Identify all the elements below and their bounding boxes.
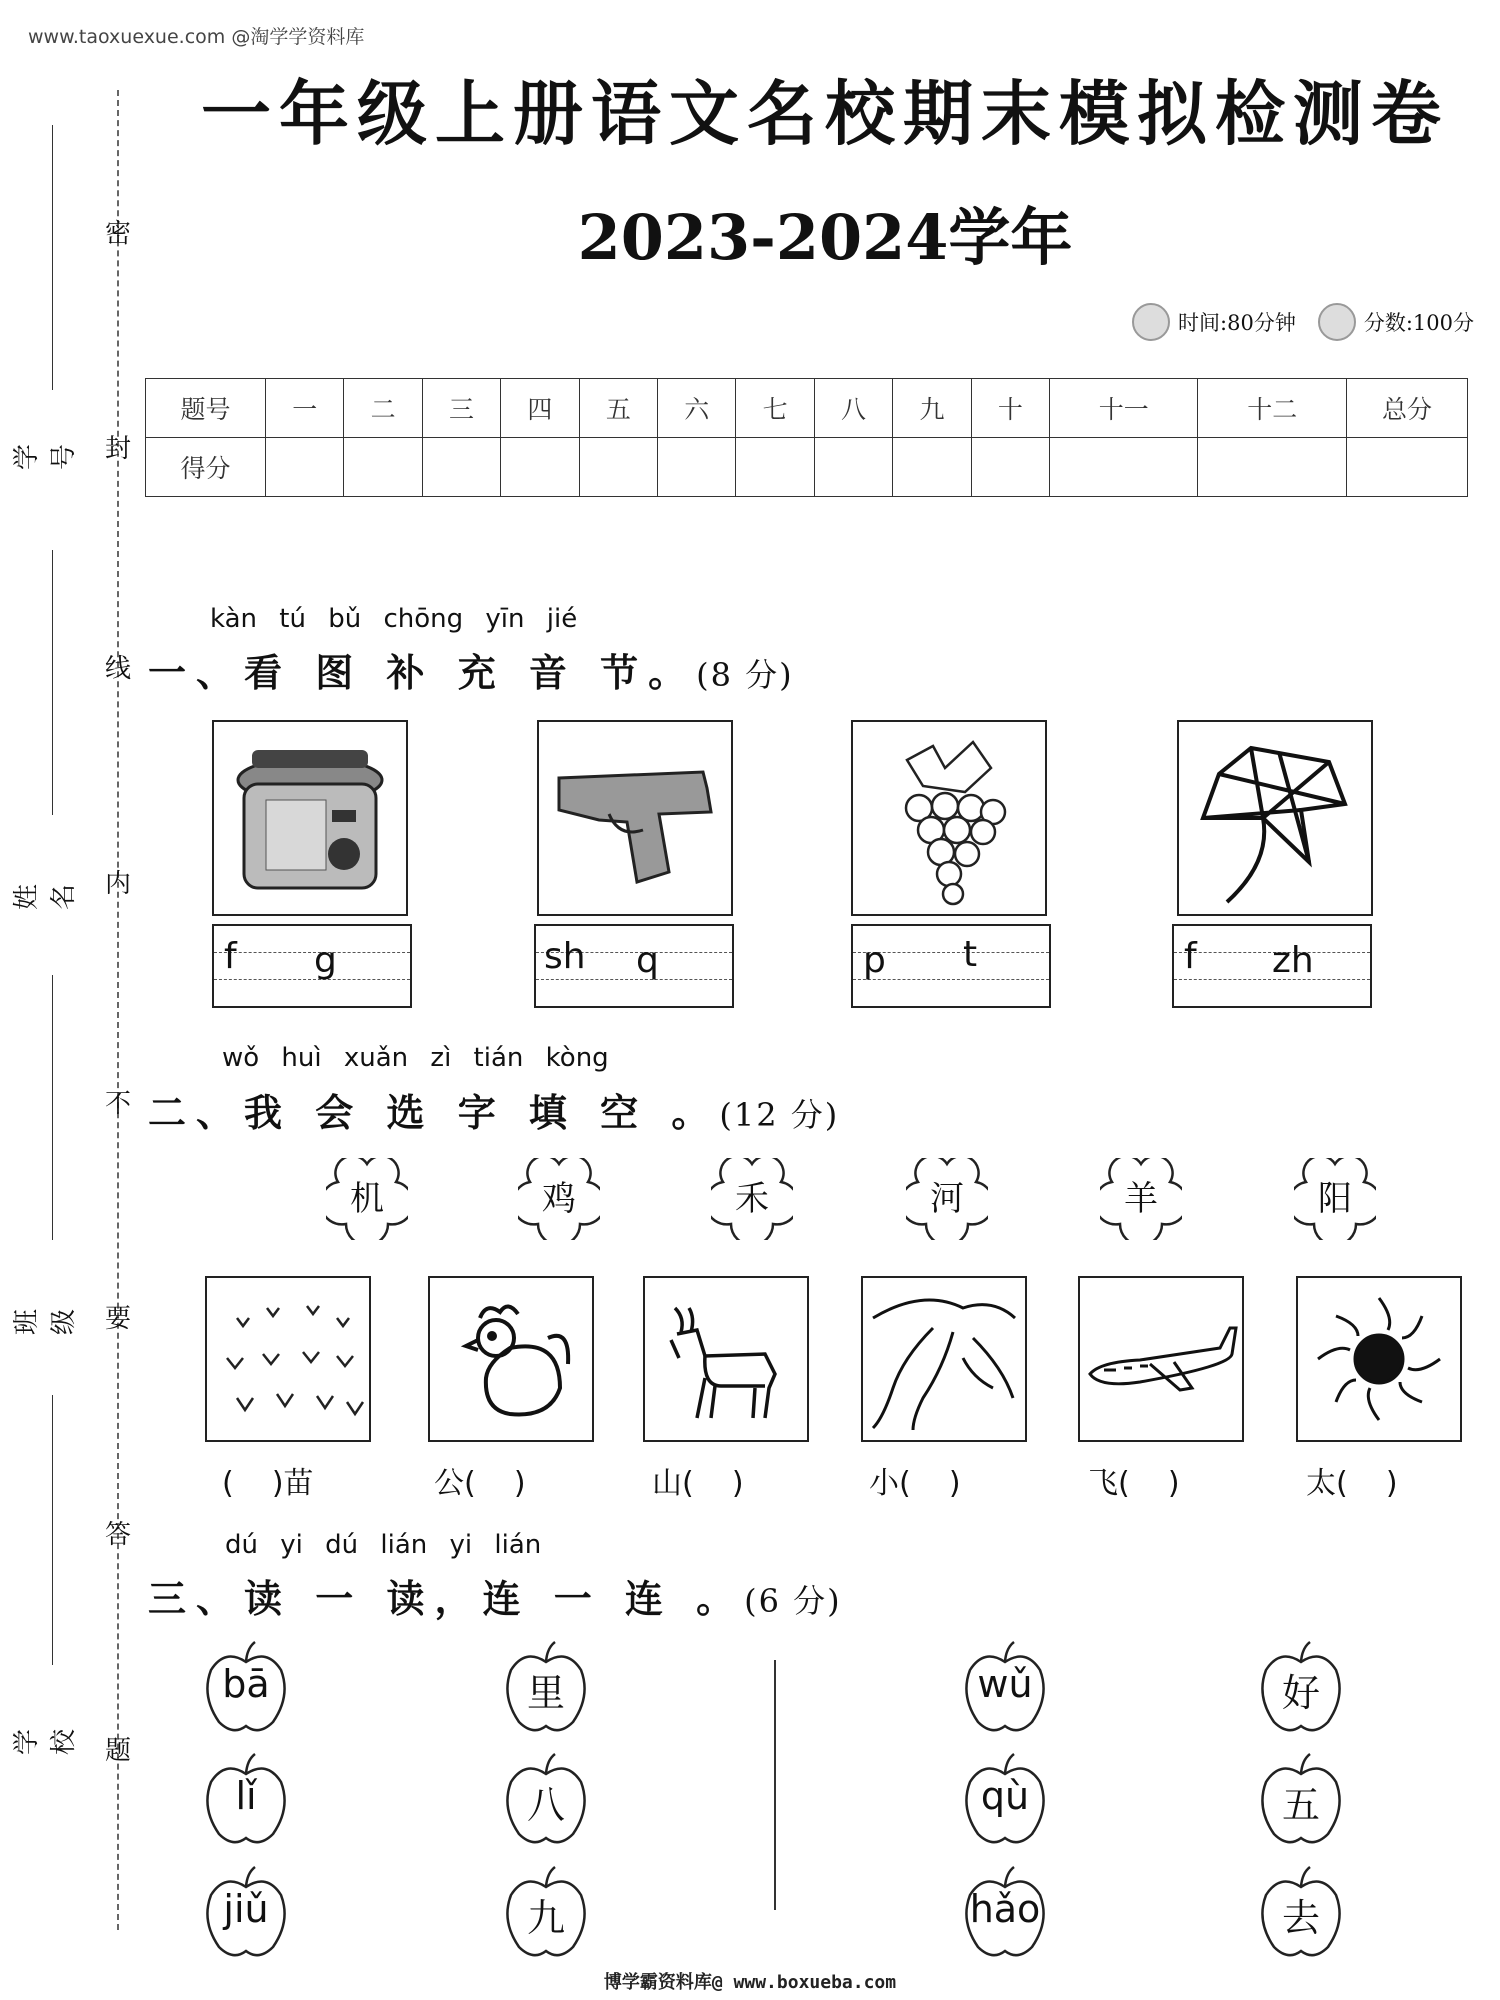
apple-char: 八 xyxy=(526,1783,565,1827)
table-cell: 一 xyxy=(266,379,344,438)
pinyin-fill-box[interactable] xyxy=(851,924,1051,1008)
apple-char: 五 xyxy=(1281,1783,1320,1827)
apple-pinyin-card[interactable] xyxy=(962,1865,1048,1961)
apple-char: 里 xyxy=(526,1671,565,1715)
fill-blank[interactable]: 山( ) xyxy=(652,1466,744,1501)
seal-char: 密 xyxy=(104,219,131,249)
section3-pinyin: dú yi dú lián yi lián xyxy=(225,1530,542,1560)
clock-icon xyxy=(1132,303,1170,341)
seal-char: 线 xyxy=(104,654,131,684)
pinyin-final: g xyxy=(314,940,337,981)
apple-pinyin: lǐ xyxy=(235,1774,257,1818)
table-cell: 十二 xyxy=(1198,379,1347,438)
score-input-cell[interactable] xyxy=(736,438,814,497)
pinyin-fill-box[interactable] xyxy=(212,924,412,1008)
pinyin-final: t xyxy=(963,934,978,975)
score-input-cell[interactable] xyxy=(893,438,971,497)
apple-pinyin-card[interactable] xyxy=(203,1865,289,1961)
side-write-line xyxy=(52,1395,53,1665)
flower-char-card[interactable] xyxy=(518,1158,600,1240)
apple-pinyin-card[interactable] xyxy=(203,1752,289,1848)
kite-image xyxy=(1177,720,1373,916)
page-title: 一年级上册语文名校期末模拟检测卷 xyxy=(201,73,1449,155)
time-limit: 时间:80分钟 xyxy=(1178,311,1296,335)
school-year: 2023-2024学年 xyxy=(577,201,1073,274)
table-row xyxy=(146,379,1468,438)
apple-pinyin: hǎo xyxy=(969,1887,1041,1931)
table-cell: 六 xyxy=(658,379,736,438)
flower-char: 阳 xyxy=(1318,1179,1352,1219)
flower-char-card[interactable] xyxy=(326,1158,408,1240)
pinyin-initial: f xyxy=(1184,936,1197,977)
seal-char: 不 xyxy=(104,1089,131,1119)
section1-pinyin: kàn tú bǔ chōng yīn jié xyxy=(210,604,578,634)
flower-char: 河 xyxy=(930,1179,964,1219)
score-input-cell[interactable] xyxy=(658,438,736,497)
apple-char: 九 xyxy=(526,1896,565,1940)
apple-char-card[interactable] xyxy=(503,1752,589,1848)
table-cell: 七 xyxy=(736,379,814,438)
section1-title xyxy=(148,642,794,697)
exam-meta xyxy=(1132,303,1474,341)
apple-pinyin-card[interactable] xyxy=(962,1640,1048,1736)
flower-char: 机 xyxy=(350,1179,384,1219)
side-write-line xyxy=(52,125,53,390)
fill-blank[interactable]: 小( ) xyxy=(869,1466,961,1501)
apple-pinyin: qù xyxy=(980,1774,1030,1818)
score-input-cell[interactable] xyxy=(1347,438,1468,497)
fill-blank[interactable]: 太( ) xyxy=(1306,1466,1398,1501)
seal-char: 题 xyxy=(104,1736,131,1766)
apple-char: 好 xyxy=(1281,1671,1320,1715)
pinyin-fill-box[interactable] xyxy=(534,924,734,1008)
table-cell: 三 xyxy=(422,379,500,438)
side-label-class: 班级 xyxy=(12,1309,79,1336)
section2-title-text: 二、我 会 选 字 填 空 。 xyxy=(148,1091,720,1135)
apple-pinyin: bā xyxy=(222,1662,270,1706)
watermark: www.taoxuexue.com @淘学学资料库 xyxy=(28,26,365,48)
fill-blank[interactable]: 飞( ) xyxy=(1088,1466,1180,1501)
apple-pinyin-card[interactable] xyxy=(203,1640,289,1736)
apple-pinyin: wǔ xyxy=(977,1662,1033,1706)
seal-char: 答 xyxy=(104,1520,131,1550)
section1-score: (8 分) xyxy=(696,656,794,694)
apple-char: 去 xyxy=(1281,1896,1320,1940)
flower-char-card[interactable] xyxy=(1294,1158,1376,1240)
table-cell: 九 xyxy=(893,379,971,438)
section3-score: (6 分) xyxy=(744,1582,842,1620)
footer-text: 博学霸资料库@ www.boxueba.com xyxy=(603,1972,897,1993)
flower-char-card[interactable] xyxy=(906,1158,988,1240)
pinyin-initial: p xyxy=(863,940,886,981)
table-cell: 五 xyxy=(579,379,657,438)
apple-pinyin-card[interactable] xyxy=(962,1752,1048,1848)
river-image xyxy=(861,1276,1027,1442)
side-write-line xyxy=(52,975,53,1240)
apple-char-card[interactable] xyxy=(503,1865,589,1961)
table-cell: 四 xyxy=(501,379,579,438)
score-input-cell[interactable] xyxy=(266,438,344,497)
apple-char-card[interactable] xyxy=(503,1640,589,1736)
side-label-name: 姓名 xyxy=(12,884,79,911)
section2-pinyin: wǒ huì xuǎn zì tián kòng xyxy=(222,1043,609,1073)
side-label-student-id: 学号 xyxy=(12,444,79,471)
seal-char: 内 xyxy=(104,869,131,899)
table-cell: 题号 xyxy=(146,379,266,438)
side-label-school: 学校 xyxy=(12,1729,79,1756)
pinyin-final: q xyxy=(636,940,659,981)
flower-char: 羊 xyxy=(1124,1179,1158,1219)
section2-title xyxy=(148,1082,839,1137)
score-input-cell[interactable] xyxy=(344,438,422,497)
flower-char: 禾 xyxy=(735,1179,769,1219)
pinyin-fill-box[interactable] xyxy=(1172,924,1372,1008)
table-row xyxy=(146,438,1468,497)
section3-title-text: 三、读 一 读，连 一 连 。 xyxy=(148,1577,745,1621)
score-input-cell[interactable] xyxy=(971,438,1049,497)
pinyin-final: zh xyxy=(1272,940,1314,981)
pinyin-initial: sh xyxy=(544,936,586,977)
score-input-cell[interactable] xyxy=(501,438,579,497)
binding-dashed-line xyxy=(117,90,119,1930)
apple-pinyin: jiǔ xyxy=(223,1887,269,1931)
pressure-cooker-image xyxy=(212,720,408,916)
apple-char-card[interactable] xyxy=(1258,1752,1344,1848)
column-divider xyxy=(774,1660,776,1910)
fill-blank[interactable]: 公( ) xyxy=(434,1466,526,1501)
sun-image xyxy=(1296,1276,1462,1442)
pistol-image xyxy=(537,720,733,916)
grapes-image xyxy=(851,720,1047,916)
section3-title xyxy=(148,1568,842,1623)
snail-icon xyxy=(1318,303,1356,341)
pinyin-initial: f xyxy=(224,936,237,977)
table-cell: 二 xyxy=(344,379,422,438)
table-cell: 十 xyxy=(971,379,1049,438)
seal-char: 要 xyxy=(104,1304,131,1334)
section1-title-text: 一、看 图 补 充 音 节。 xyxy=(148,651,697,695)
section2-score: (12 分) xyxy=(719,1096,840,1134)
fill-blank[interactable]: ( )苗 xyxy=(222,1466,314,1501)
score-input-cell[interactable] xyxy=(814,438,892,497)
score-table xyxy=(145,378,1468,497)
flower-char-card[interactable] xyxy=(1100,1158,1182,1240)
table-cell: 得分 xyxy=(146,438,266,497)
side-write-line xyxy=(52,550,53,815)
score-input-cell[interactable] xyxy=(579,438,657,497)
score-input-cell[interactable] xyxy=(1050,438,1198,497)
seedlings-image xyxy=(205,1276,371,1442)
full-score: 分数:100分 xyxy=(1363,311,1474,335)
score-input-cell[interactable] xyxy=(1198,438,1347,497)
airplane-image xyxy=(1078,1276,1244,1442)
apple-char-card[interactable] xyxy=(1258,1640,1344,1736)
table-cell: 八 xyxy=(814,379,892,438)
apple-char-card[interactable] xyxy=(1258,1865,1344,1961)
table-cell: 十一 xyxy=(1050,379,1198,438)
seal-char: 封 xyxy=(104,434,131,464)
table-cell: 总分 xyxy=(1347,379,1468,438)
flower-char: 鸡 xyxy=(542,1179,576,1219)
flower-char-card[interactable] xyxy=(711,1158,793,1240)
rooster-image xyxy=(428,1276,594,1442)
goat-image xyxy=(643,1276,809,1442)
score-input-cell[interactable] xyxy=(422,438,500,497)
